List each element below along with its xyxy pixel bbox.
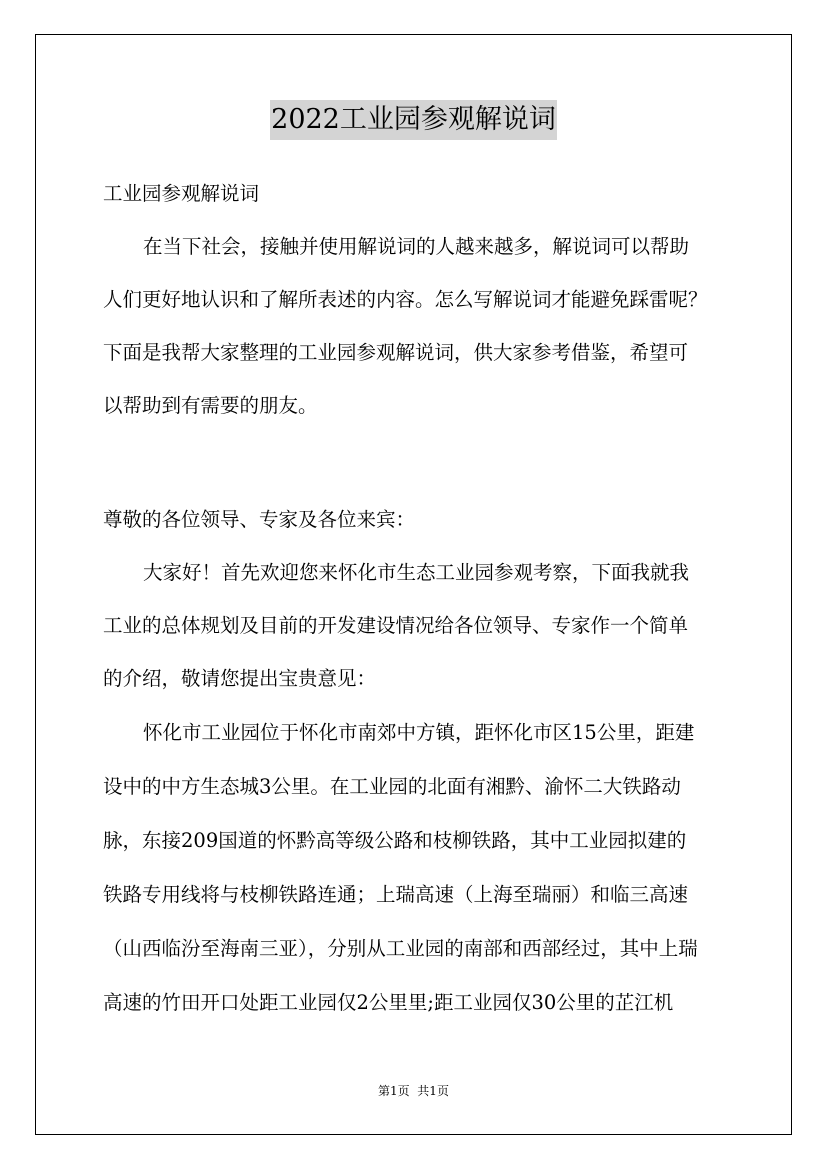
paragraph2-line-4: 铁路专用线将与枝柳铁路连通；上瑞高速（上海至瑞丽）和临三高速 — [103, 883, 689, 906]
paragraph1-line-3: 的介绍，敬请您提出宝贵意见： — [103, 667, 377, 690]
paragraph2-line-5: （山西临汾至海南三亚），分别从工业园的南部和西部经过，其中上瑞 — [103, 937, 698, 960]
paragraph1-line-1: 大家好！首先欢迎您来怀化市生态工业园参观考察，下面我就我 — [143, 561, 690, 584]
intro-line-1: 在当下社会，接触并使用解说词的人越来越多，解说词可以帮助 — [143, 235, 690, 258]
document-title: 2022工业园参观解说词 — [270, 100, 557, 140]
intro-line-3: 下面是我帮大家整理的工业园参观解说词，供大家参考借鉴，希望可 — [103, 341, 689, 364]
page-footer: 第1页 共1页 — [378, 1084, 449, 1098]
document-subtitle: 工业园参观解说词 — [103, 182, 260, 205]
intro-line-2: 人们更好地认识和了解所表述的内容。怎么写解说词才能避免踩雷呢？ — [103, 288, 708, 311]
paragraph1-line-2: 工业的总体规划及目前的开发建设情况给各位领导、专家作一个简单 — [103, 614, 689, 637]
salutation: 尊敬的各位领导、专家及各位来宾： — [103, 508, 416, 531]
paragraph2-line-2: 设中的中方生态城3公里。在工业园的北面有湘黔、渝怀二大铁路动 — [103, 775, 681, 798]
title-container — [0, 100, 827, 140]
paragraph2-line-1: 怀化市工业园位于怀化市南郊中方镇，距怀化市区15公里，距建 — [143, 721, 695, 744]
paragraph2-line-3: 脉，东接209国道的怀黔高等级公路和枝柳铁路，其中工业园拟建的 — [103, 829, 687, 852]
paragraph2-line-6: 高速的竹田开口处距工业园仅2公里里;距工业园仅30公里的芷江机 — [103, 991, 674, 1014]
intro-line-4: 以帮助到有需要的朋友。 — [103, 394, 318, 417]
